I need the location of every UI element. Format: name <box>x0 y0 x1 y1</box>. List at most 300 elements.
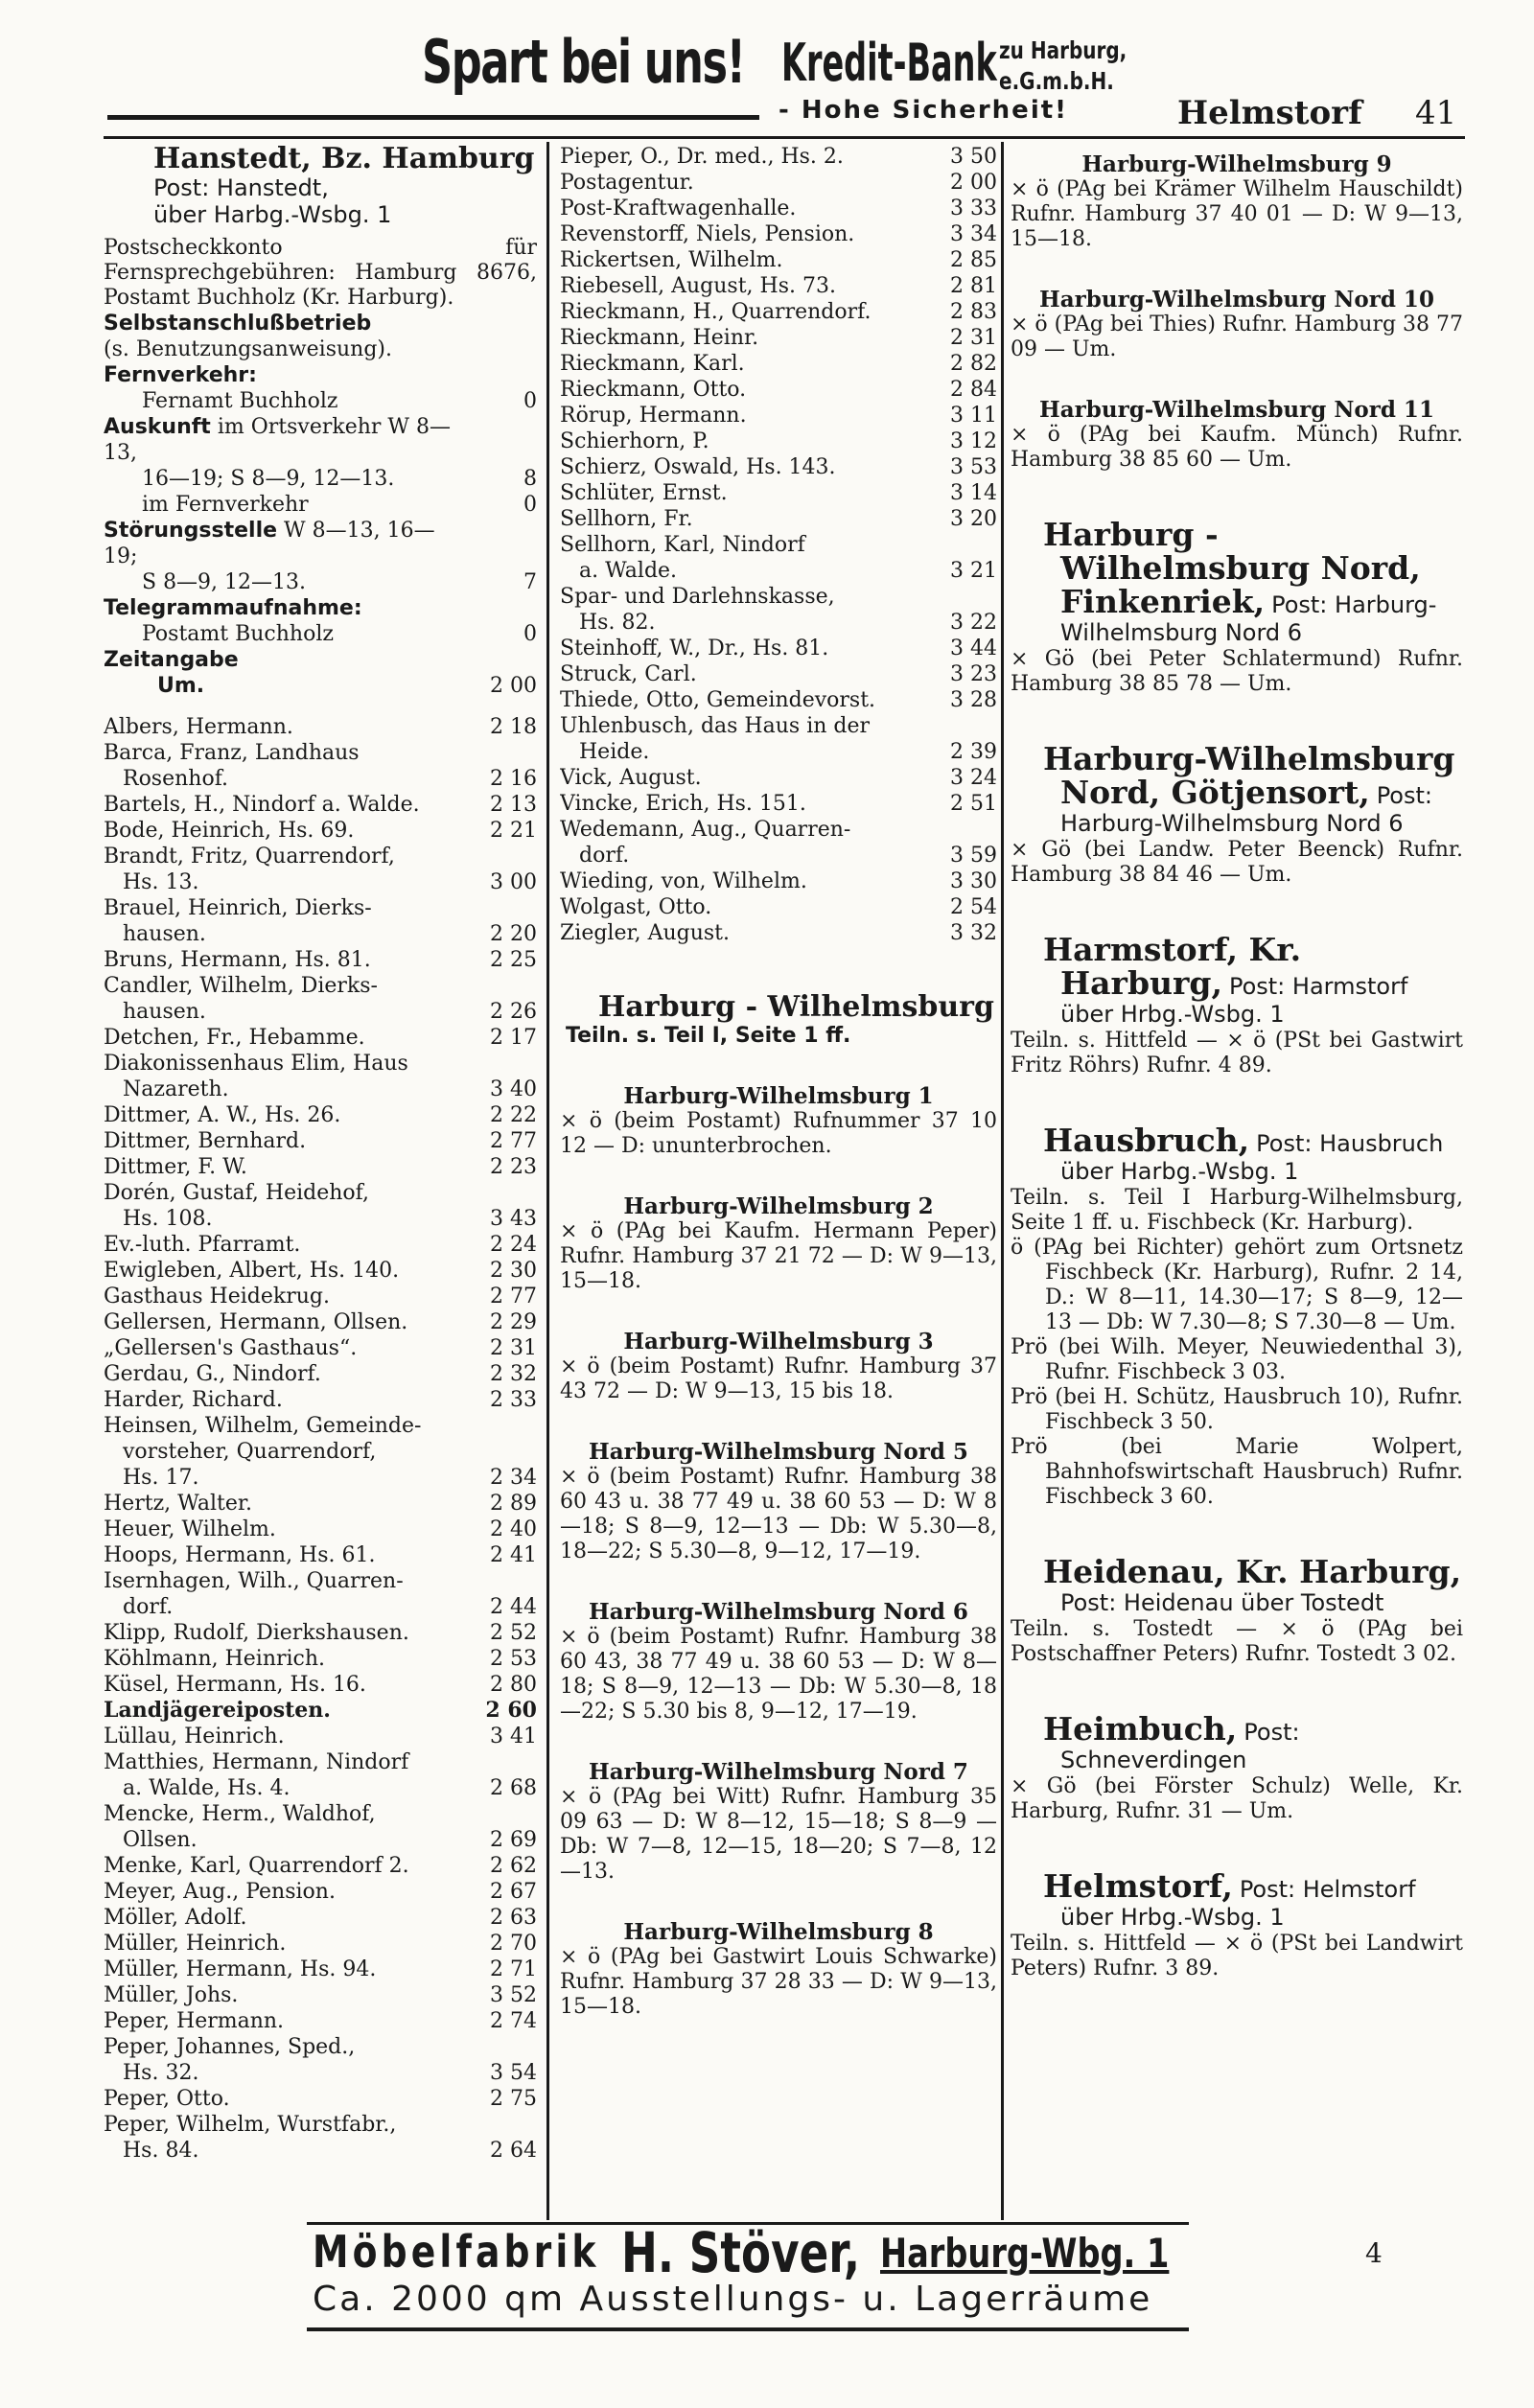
list-item <box>104 1801 537 1853</box>
office-details: ⨯ ö (PAg bei Kaufm. Münch) Rufnr. Hamburg 38 85 60 — Um. <box>1011 423 1463 472</box>
entry-name: Diakonissenhaus Elim, Haus <box>104 1052 408 1076</box>
running-head-place: Helmstorf <box>1177 94 1362 132</box>
column-3 <box>1011 144 1463 2214</box>
entry-number: 2 31 <box>950 326 997 350</box>
entry-number: 3 30 <box>950 869 997 893</box>
entry-number: 2 84 <box>950 378 997 402</box>
place-heading <box>1011 1553 1463 1617</box>
entry-detail: hausen. <box>123 922 206 946</box>
list-item <box>560 480 997 506</box>
list-item <box>104 2086 537 2112</box>
list-item <box>104 2008 537 2034</box>
entry-number: 2 75 <box>490 2087 537 2111</box>
entry-number: 2 81 <box>950 274 997 298</box>
place-title: Harburg - Wilhelmsburg Nord, Finkenriek, <box>1043 516 1421 620</box>
entry-name: Schierhorn, P. <box>560 429 709 453</box>
entry-name: Dittmer, A. W., Hs. 26. <box>104 1103 341 1127</box>
entry-name: Gerdau, G., Nindorf. <box>104 1362 321 1386</box>
entry-name: Schierz, Oswald, Hs. 143. <box>560 455 836 479</box>
entry-name: Candler, Wilhelm, Dierks- <box>104 974 378 998</box>
entry-number: 2 16 <box>490 767 537 791</box>
list-item <box>560 713 997 765</box>
place-heading <box>1011 1710 1463 1774</box>
place-details: ⨯ Gö (bei Förster Schulz) Welle, Kr. Harburg, Rufnr. 31 — Um. <box>1011 1774 1463 1823</box>
column-divider <box>1001 142 1004 2220</box>
postscheck-note: Postscheckkonto für Fernsprechgebühren: Hamburg 8676, Postamt Buchholz (Kr. Harburg). <box>104 236 537 310</box>
entry-number: 2 80 <box>490 1673 537 1697</box>
entry-detail: Hs. 108. <box>123 1207 213 1231</box>
place-title: Harburg-Wilhelmsburg Nord, Götjensort, <box>1043 740 1455 811</box>
place-title: Harmstorf, Kr. Harburg, <box>1043 931 1302 1002</box>
entry-name: Steinhoff, W., Dr., Hs. 81. <box>560 637 829 660</box>
entry-detail: hausen. <box>123 1000 206 1024</box>
entry-name: Spar- und Darlehnskasse, <box>560 585 835 609</box>
entry-name: Rieckmann, H., Quarrendorf. <box>560 300 872 324</box>
list-item <box>104 844 537 895</box>
list-item <box>560 221 997 247</box>
service-number: 7 <box>523 570 537 594</box>
service-text: S 8—9, 12—13. <box>142 570 307 594</box>
entry-name: Postagentur. <box>560 171 694 195</box>
entry-detail: Ollsen. <box>123 1828 198 1852</box>
entry-number: 2 71 <box>490 1957 537 1981</box>
list-item <box>560 325 997 351</box>
entry-number: 2 18 <box>490 715 537 739</box>
town-title: Hanstedt, Bz. Hamburg <box>153 144 535 175</box>
office-heading: Harburg-Wilhelmsburg Nord 11 <box>1039 397 1434 423</box>
post-office-list <box>1011 144 1463 473</box>
list-item <box>104 1982 537 2008</box>
list-item <box>104 1956 537 1982</box>
service-text: 16—19; S 8—9, 12—13. <box>142 467 395 491</box>
entry-name: Ewigleben, Albert, Hs. 140. <box>104 1259 400 1283</box>
entry-name: Lüllau, Heinrich. <box>104 1725 285 1748</box>
entry-name: Peper, Otto. <box>104 2087 230 2111</box>
entry-number: 3 21 <box>950 559 997 583</box>
entry-name: Bruns, Hermann, Hs. 81. <box>104 948 371 972</box>
service-label: Auskunft <box>104 415 211 439</box>
service-label: Telegrammaufnahme: <box>104 596 362 620</box>
entry-name: Hertz, Walter. <box>104 1492 252 1516</box>
entry-number: 2 63 <box>490 1906 537 1930</box>
entry-number: 2 85 <box>950 248 997 272</box>
list-item <box>104 1180 537 1232</box>
entry-name: Rieckmann, Heinr. <box>560 326 759 350</box>
entry-number: 3 52 <box>490 1983 537 2007</box>
entry-name: Peper, Johannes, Sped., <box>104 2035 356 2059</box>
entry-name: Harder, Richard. <box>104 1388 283 1412</box>
list-item <box>104 1335 537 1361</box>
office-heading: Harburg-Wilhelmsburg 1 <box>623 1083 934 1109</box>
entry-name: Rickertsen, Wilhelm. <box>560 248 783 272</box>
entry-name: Dorén, Gustaf, Heidehof, <box>104 1181 370 1205</box>
entry-name: Bartels, H., Nindorf a. Walde. <box>104 793 420 817</box>
entry-number: 2 33 <box>490 1388 537 1412</box>
entry-name: Brauel, Heinrich, Dierks- <box>104 896 372 920</box>
entry-name: Thiede, Otto, Gemeindevorst. <box>560 688 876 712</box>
place-extra: Prö (bei Marie Wolpert, Bahnhofswirtschaft Hausbruch) Rufnr. Fischbeck 3 60. <box>1011 1435 1463 1509</box>
column-1 <box>104 144 537 2214</box>
entry-number: 2 29 <box>490 1310 537 1334</box>
column-2 <box>560 144 997 2214</box>
list-item <box>560 868 997 894</box>
list-item <box>104 1258 537 1284</box>
entry-name: Müller, Johs. <box>104 1983 239 2007</box>
entry-name: Albers, Hermann. <box>104 715 293 739</box>
entry-number: 2 70 <box>490 1932 537 1956</box>
entry-name: Uhlenbusch, das Haus in der <box>560 714 871 738</box>
sheet-number: 4 <box>1365 2237 1383 2269</box>
place-post: Post: Harburg-Wilhelmsburg Nord 6 <box>1060 782 1432 837</box>
teiln-note: Teiln. s. Teil I, Seite 1 ff. <box>566 1024 851 1048</box>
list-item <box>104 1309 537 1335</box>
entry-name: Bode, Heinrich, Hs. 69. <box>104 819 355 843</box>
ad-tagline: - Hohe Sicherheit! <box>779 96 1069 125</box>
column-divider <box>546 142 549 2220</box>
place-details: ⨯ Gö (bei Landw. Peter Beenck) Rufnr. Hamburg 38 84 46 — Um. <box>1011 838 1463 887</box>
top-rule <box>104 136 1465 139</box>
entry-name: Ziegler, August. <box>560 921 730 945</box>
entry-name: Ev.-luth. Pfarramt. <box>104 1233 301 1257</box>
entry-number: 2 23 <box>490 1155 537 1179</box>
place-post: Post: Helmstorf über Hrbg.-Wsbg. 1 <box>1060 1876 1416 1931</box>
list-item <box>560 506 997 532</box>
entry-number: 3 28 <box>950 688 997 712</box>
list-item <box>104 1491 537 1517</box>
list-item <box>104 1517 537 1542</box>
entry-name: Schlüter, Ernst. <box>560 481 728 505</box>
place-extra: ö (PAg bei Richter) gehört zum Ortsnetz Fischbeck (Kr. Harburg), Rufnr. 2 14, D.: W 8—11, 14.30—17; S 8—9, 12—13 — Db: W 7.30—8; S 7.30—8 — Um. <box>1011 1236 1463 1334</box>
entry-detail: Rosenhof. <box>123 767 229 791</box>
place-details: Teiln. s. Teil I Harburg-Wilhelmsburg, Seite 1 ff. u. Fischbeck (Kr. Harburg). <box>1011 1186 1463 1235</box>
entry-name: Post-Kraftwagenhalle. <box>560 197 797 220</box>
entry-number: 3 50 <box>950 145 997 169</box>
place-post: Post: Hausbruch über Harbg.-Wsbg. 1 <box>1060 1130 1444 1185</box>
office-details: ⨯ ö (PAg bei Thies) Rufnr. Hamburg 38 77 09 — Um. <box>1011 313 1463 361</box>
subscriber-list <box>104 714 537 2164</box>
ad-tagline-footer: Ca. 2000 qm Ausstellungs- u. Lagerräume <box>313 2280 1153 2319</box>
place-details: Teiln. s. Hittfeld — ⨯ ö (PSt bei Gastwirt Fritz Röhrs) Rufnr. 4 89. <box>1011 1029 1463 1077</box>
list-item <box>560 687 997 713</box>
entry-name: Rieckmann, Karl. <box>560 352 745 376</box>
place-title: Heidenau, Kr. Harburg, <box>1043 1553 1462 1590</box>
place-heading <box>1011 740 1463 838</box>
entry-name: Gellersen, Hermann, Ollsen. <box>104 1310 408 1334</box>
entry-number: 2 30 <box>490 1259 537 1283</box>
list-item <box>104 1387 537 1413</box>
entry-detail: Hs. 32. <box>123 2061 199 2085</box>
office-details: ⨯ ö (beim Postamt) Rufnr. Hamburg 37 43 72 — D: W 9—13, 15 bis 18. <box>560 1354 997 1403</box>
entry-number: 3 40 <box>490 1077 537 1101</box>
list-item <box>560 636 997 661</box>
service-text: (s. Benutzungsanweisung). <box>104 337 392 361</box>
entry-name: Struck, Carl. <box>560 662 697 686</box>
entry-number: 2 26 <box>490 1000 537 1024</box>
entry-number: 2 77 <box>490 1129 537 1153</box>
entry-number: 2 67 <box>490 1880 537 1904</box>
list-item <box>560 817 997 868</box>
entry-name: Revenstorff, Niels, Pension. <box>560 222 855 246</box>
entry-number: 3 44 <box>950 637 997 660</box>
entry-name: Vick, August. <box>560 766 702 790</box>
entry-number: 3 33 <box>950 197 997 220</box>
entry-number: 2 60 <box>485 1698 537 1723</box>
entry-name: Wolgast, Otto. <box>560 895 712 919</box>
entry-number: 2 54 <box>950 895 997 919</box>
entry-name: Gasthaus Heidekrug. <box>104 1285 330 1308</box>
list-item <box>560 299 997 325</box>
service-label: Fernverkehr: <box>104 363 257 387</box>
entry-number: 2 21 <box>490 819 537 843</box>
entry-name: Sellhorn, Fr. <box>560 507 693 531</box>
place-post: Post: Schneverdingen <box>1060 1719 1300 1773</box>
list-item <box>560 428 997 454</box>
list-item <box>104 714 537 740</box>
office-heading: Harburg-Wilhelmsburg 8 <box>623 1919 934 1945</box>
place-post: Post: Harmstorf über Hrbg.-Wsbg. 1 <box>1060 973 1408 1028</box>
town-post: Post: Hanstedt, <box>153 174 329 201</box>
entry-number: 2 22 <box>490 1103 537 1127</box>
list-item <box>104 1646 537 1672</box>
entry-detail: Hs. 84. <box>123 2139 199 2163</box>
entry-name: Meyer, Aug., Pension. <box>104 1880 336 1904</box>
entry-name: Heuer, Wilhelm. <box>104 1517 276 1541</box>
subscriber-list <box>560 144 997 946</box>
list-item <box>104 1284 537 1309</box>
place-extra: Prö (bei Wilh. Meyer, Neuwiedenthal 3), Rufnr. Fischbeck 3 03. <box>1011 1335 1463 1384</box>
list-item <box>104 1025 537 1051</box>
list-item <box>104 740 537 792</box>
list-item <box>560 894 997 920</box>
entry-detail: Hs. 17. <box>123 1466 199 1490</box>
office-details: ⨯ ö (PAg bei Witt) Rufnr. Hamburg 35 09 63 — D: W 8—12, 15—18; S 8—9 — Db: W 7—8, 12—15, 18—20; S 7—8, 12—13. <box>560 1785 997 1884</box>
office-details: ⨯ ö (beim Postamt) Rufnr. Hamburg 38 60 43 u. 38 77 49 u. 38 60 53 — D: W 8—18; S 8—9, 12—13 — Db: W 5.30—8, 18—22; S 5.30—8, 9—12, 17—19. <box>560 1465 997 1563</box>
list-item <box>560 247 997 273</box>
entry-number: 2 24 <box>490 1233 537 1257</box>
place-details: ⨯ Gö (bei Peter Schlatermund) Rufnr. Hamburg 38 85 78 — Um. <box>1011 647 1463 696</box>
place-title: Hausbruch, <box>1043 1122 1250 1159</box>
office-heading: Harburg-Wilhelmsburg 9 <box>1081 151 1392 177</box>
list-item <box>560 791 997 817</box>
entry-number: 2 00 <box>950 171 997 195</box>
service-number: 0 <box>523 493 537 517</box>
entry-name: Möller, Adolf. <box>104 1906 247 1930</box>
page-number: 41 <box>1415 94 1457 132</box>
entry-name: Vincke, Erich, Hs. 151. <box>560 792 806 816</box>
service-label: Selbstanschlußbetrieb <box>104 312 372 336</box>
entry-number: 2 20 <box>490 922 537 946</box>
office-heading: Harburg-Wilhelmsburg Nord 7 <box>589 1759 968 1785</box>
entry-name: Detchen, Fr., Hebamme. <box>104 1026 365 1050</box>
list-item <box>104 1853 537 1879</box>
entry-name: Müller, Hermann, Hs. 94. <box>104 1957 377 1981</box>
list-item <box>560 377 997 403</box>
town-post: über Harbg.-Wsbg. 1 <box>153 201 392 228</box>
place-details: Teiln. s. Hittfeld — ⨯ ö (PSt bei Landwirt Peters) Rufnr. 3 89. <box>1011 1932 1463 1980</box>
service-number: 2 00 <box>490 674 537 698</box>
list-item <box>104 1749 537 1801</box>
list-item <box>104 1154 537 1180</box>
entry-number: 3 12 <box>950 429 997 453</box>
list-item <box>560 532 997 584</box>
entry-number: 3 20 <box>950 507 997 531</box>
entry-number: 2 62 <box>490 1854 537 1878</box>
list-item <box>104 1102 537 1128</box>
entry-name: Hoops, Hermann, Hs. 61. <box>104 1543 376 1567</box>
service-text: im Fernverkehr <box>142 493 309 517</box>
office-heading: Harburg-Wilhelmsburg Nord 6 <box>589 1599 968 1625</box>
entry-detail: a. Walde. <box>579 559 678 583</box>
list-item <box>104 1232 537 1258</box>
place-title: Helmstorf, <box>1043 1867 1233 1905</box>
entry-number: 2 39 <box>950 740 997 764</box>
list-item <box>560 351 997 377</box>
service-text: im Ortsverkehr W 8—13, <box>104 415 451 465</box>
ad-slogan: Spart bei uns! <box>422 27 745 97</box>
entry-number: 3 53 <box>950 455 997 479</box>
place-post: Post: Heidenau über Tostedt <box>1060 1589 1384 1616</box>
list-item <box>104 973 537 1025</box>
entry-number: 3 22 <box>950 611 997 635</box>
entry-name: Klipp, Rudolf, Dierkshausen. <box>104 1621 409 1645</box>
ad-company: Möbelfabrik <box>313 2226 600 2278</box>
place-extra: Prö (bei H. Schütz, Hausbruch 10), Rufnr. Fischbeck 3 50. <box>1011 1385 1463 1434</box>
entry-number: 3 43 <box>490 1207 537 1231</box>
list-item <box>560 765 997 791</box>
ad-bank-city: zu Harburg, <box>999 36 1127 64</box>
entry-name: Rörup, Hermann. <box>560 404 747 428</box>
entry-name: Wedemann, Aug., Quarren- <box>560 818 851 842</box>
ad-city: Harburg-Wbg. 1 <box>880 2230 1170 2277</box>
place-heading <box>1011 516 1463 647</box>
service-text: Um. <box>157 674 205 698</box>
entry-number: 2 83 <box>950 300 997 324</box>
office-heading: Harburg-Wilhelmsburg 2 <box>623 1193 934 1219</box>
entry-name: Müller, Heinrich. <box>104 1932 287 1956</box>
entry-number: 2 25 <box>490 948 537 972</box>
place-heading <box>1011 931 1463 1029</box>
entry-number: 2 89 <box>490 1492 537 1516</box>
entry-detail: vorsteher, Quarrendorf, <box>123 1440 377 1464</box>
list-item <box>104 1542 537 1568</box>
list-item <box>104 1413 537 1491</box>
entry-number: 2 40 <box>490 1517 537 1541</box>
footer-ad <box>313 2226 662 2278</box>
entry-number: 3 41 <box>490 1725 537 1748</box>
entry-detail: Hs. 82. <box>579 611 656 635</box>
place-details: Teiln. s. Tostedt — ⨯ ö (PAg bei Postschaffner Peters) Rufnr. Tostedt 3 02. <box>1011 1617 1463 1666</box>
entry-name: Barca, Franz, Landhaus <box>104 741 360 765</box>
town-title: Harburg - Wilhelmsburg <box>598 990 994 1024</box>
entry-number: 2 13 <box>490 793 537 817</box>
office-details: ⨯ ö (beim Postamt) Rufnummer 37 10 12 — D: ununterbrochen. <box>560 1109 997 1158</box>
entry-number: 2 44 <box>490 1595 537 1619</box>
office-details: ⨯ ö (beim Postamt) Rufnr. Hamburg 38 60 43, 38 77 49 u. 38 60 53 — D: W 8—18; S 8—9, 12—13 — Db: W 5.30—8, 18—22; S 5.30 bis 8, 9—12, 17—19. <box>560 1625 997 1724</box>
entry-detail: dorf. <box>123 1595 174 1619</box>
entry-number: 3 11 <box>950 404 997 428</box>
entry-number: 2 69 <box>490 1828 537 1852</box>
entry-name: Dittmer, F. W. <box>104 1155 247 1179</box>
entry-number: 2 31 <box>490 1336 537 1360</box>
entry-number: 2 51 <box>950 792 997 816</box>
list-item <box>104 1568 537 1620</box>
entry-number: 3 59 <box>950 844 997 868</box>
office-details: ⨯ ö (PAg bei Gastwirt Louis Schwarke) Rufnr. Hamburg 37 28 33 — D: W 9—13, 15—18. <box>560 1945 997 2019</box>
list-item <box>560 920 997 946</box>
entry-number: 2 64 <box>490 2139 537 2163</box>
office-details: ⨯ ö (PAg bei Krämer Wilhelm Hauschildt) Rufnr. Hamburg 37 40 01 — D: W 9—13, 15—18. <box>1011 177 1463 251</box>
entry-name: Sellhorn, Karl, Nindorf <box>560 533 805 557</box>
entry-number: 3 34 <box>950 222 997 246</box>
post-office-list <box>560 1049 997 2020</box>
list-item <box>104 2034 537 2086</box>
entry-detail: Hs. 13. <box>123 870 199 894</box>
list-item <box>104 1128 537 1154</box>
list-item <box>560 273 997 299</box>
office-heading: Harburg-Wilhelmsburg 3 <box>623 1329 934 1354</box>
header-rule <box>107 115 759 120</box>
list-item <box>104 1672 537 1698</box>
list-item <box>104 1724 537 1749</box>
list-item <box>104 1620 537 1646</box>
place-heading <box>1011 1867 1463 1932</box>
list-item <box>560 170 997 196</box>
entry-number: 2 68 <box>490 1776 537 1800</box>
entry-name: Landjägereiposten. <box>104 1698 331 1723</box>
entry-name: Heinsen, Wilhelm, Gemeinde- <box>104 1414 422 1438</box>
place-title: Heimbuch, <box>1043 1710 1238 1748</box>
entry-number: 3 32 <box>950 921 997 945</box>
entry-number: 3 24 <box>950 766 997 790</box>
entry-name: Menke, Karl, Quarrendorf 2. <box>104 1854 409 1878</box>
entry-number: 2 17 <box>490 1026 537 1050</box>
bank-advertisement <box>422 27 1150 104</box>
entry-name: Wieding, von, Wilhelm. <box>560 869 807 893</box>
entry-number: 2 34 <box>490 1466 537 1490</box>
place-post: Post: Harburg-Wilhelmsburg Nord 6 <box>1060 591 1437 646</box>
list-item <box>104 895 537 947</box>
list-item <box>104 792 537 818</box>
list-item <box>560 196 997 221</box>
service-label: Störungsstelle <box>104 519 278 543</box>
list-item <box>104 2112 537 2164</box>
service-number: 8 <box>523 467 537 491</box>
ad-bank-name: Kredit-Bank <box>781 33 997 93</box>
list-item <box>104 1698 537 1724</box>
entry-number: 2 74 <box>490 2009 537 2033</box>
list-item <box>104 1931 537 1956</box>
entry-number: 2 41 <box>490 1543 537 1567</box>
entry-number: 3 14 <box>950 481 997 505</box>
entry-detail: dorf. <box>579 844 630 868</box>
list-item <box>104 1361 537 1387</box>
entry-name: „Gellersen's Gasthaus“. <box>104 1336 358 1360</box>
entry-name: Matthies, Hermann, Nindorf <box>104 1750 409 1774</box>
entry-name: Dittmer, Bernhard. <box>104 1129 307 1153</box>
list-item <box>104 947 537 973</box>
list-item <box>560 661 997 687</box>
entry-number: 2 52 <box>490 1621 537 1645</box>
service-text: Postamt Buchholz <box>142 622 334 646</box>
list-item <box>104 1905 537 1931</box>
entry-number: 3 54 <box>490 2061 537 2085</box>
footer-rule <box>307 2327 1189 2331</box>
place-list <box>1011 473 1463 1981</box>
list-item <box>560 584 997 636</box>
entry-number: 2 53 <box>490 1647 537 1671</box>
entry-number: 3 00 <box>490 870 537 894</box>
entry-detail: Nazareth. <box>123 1077 229 1101</box>
